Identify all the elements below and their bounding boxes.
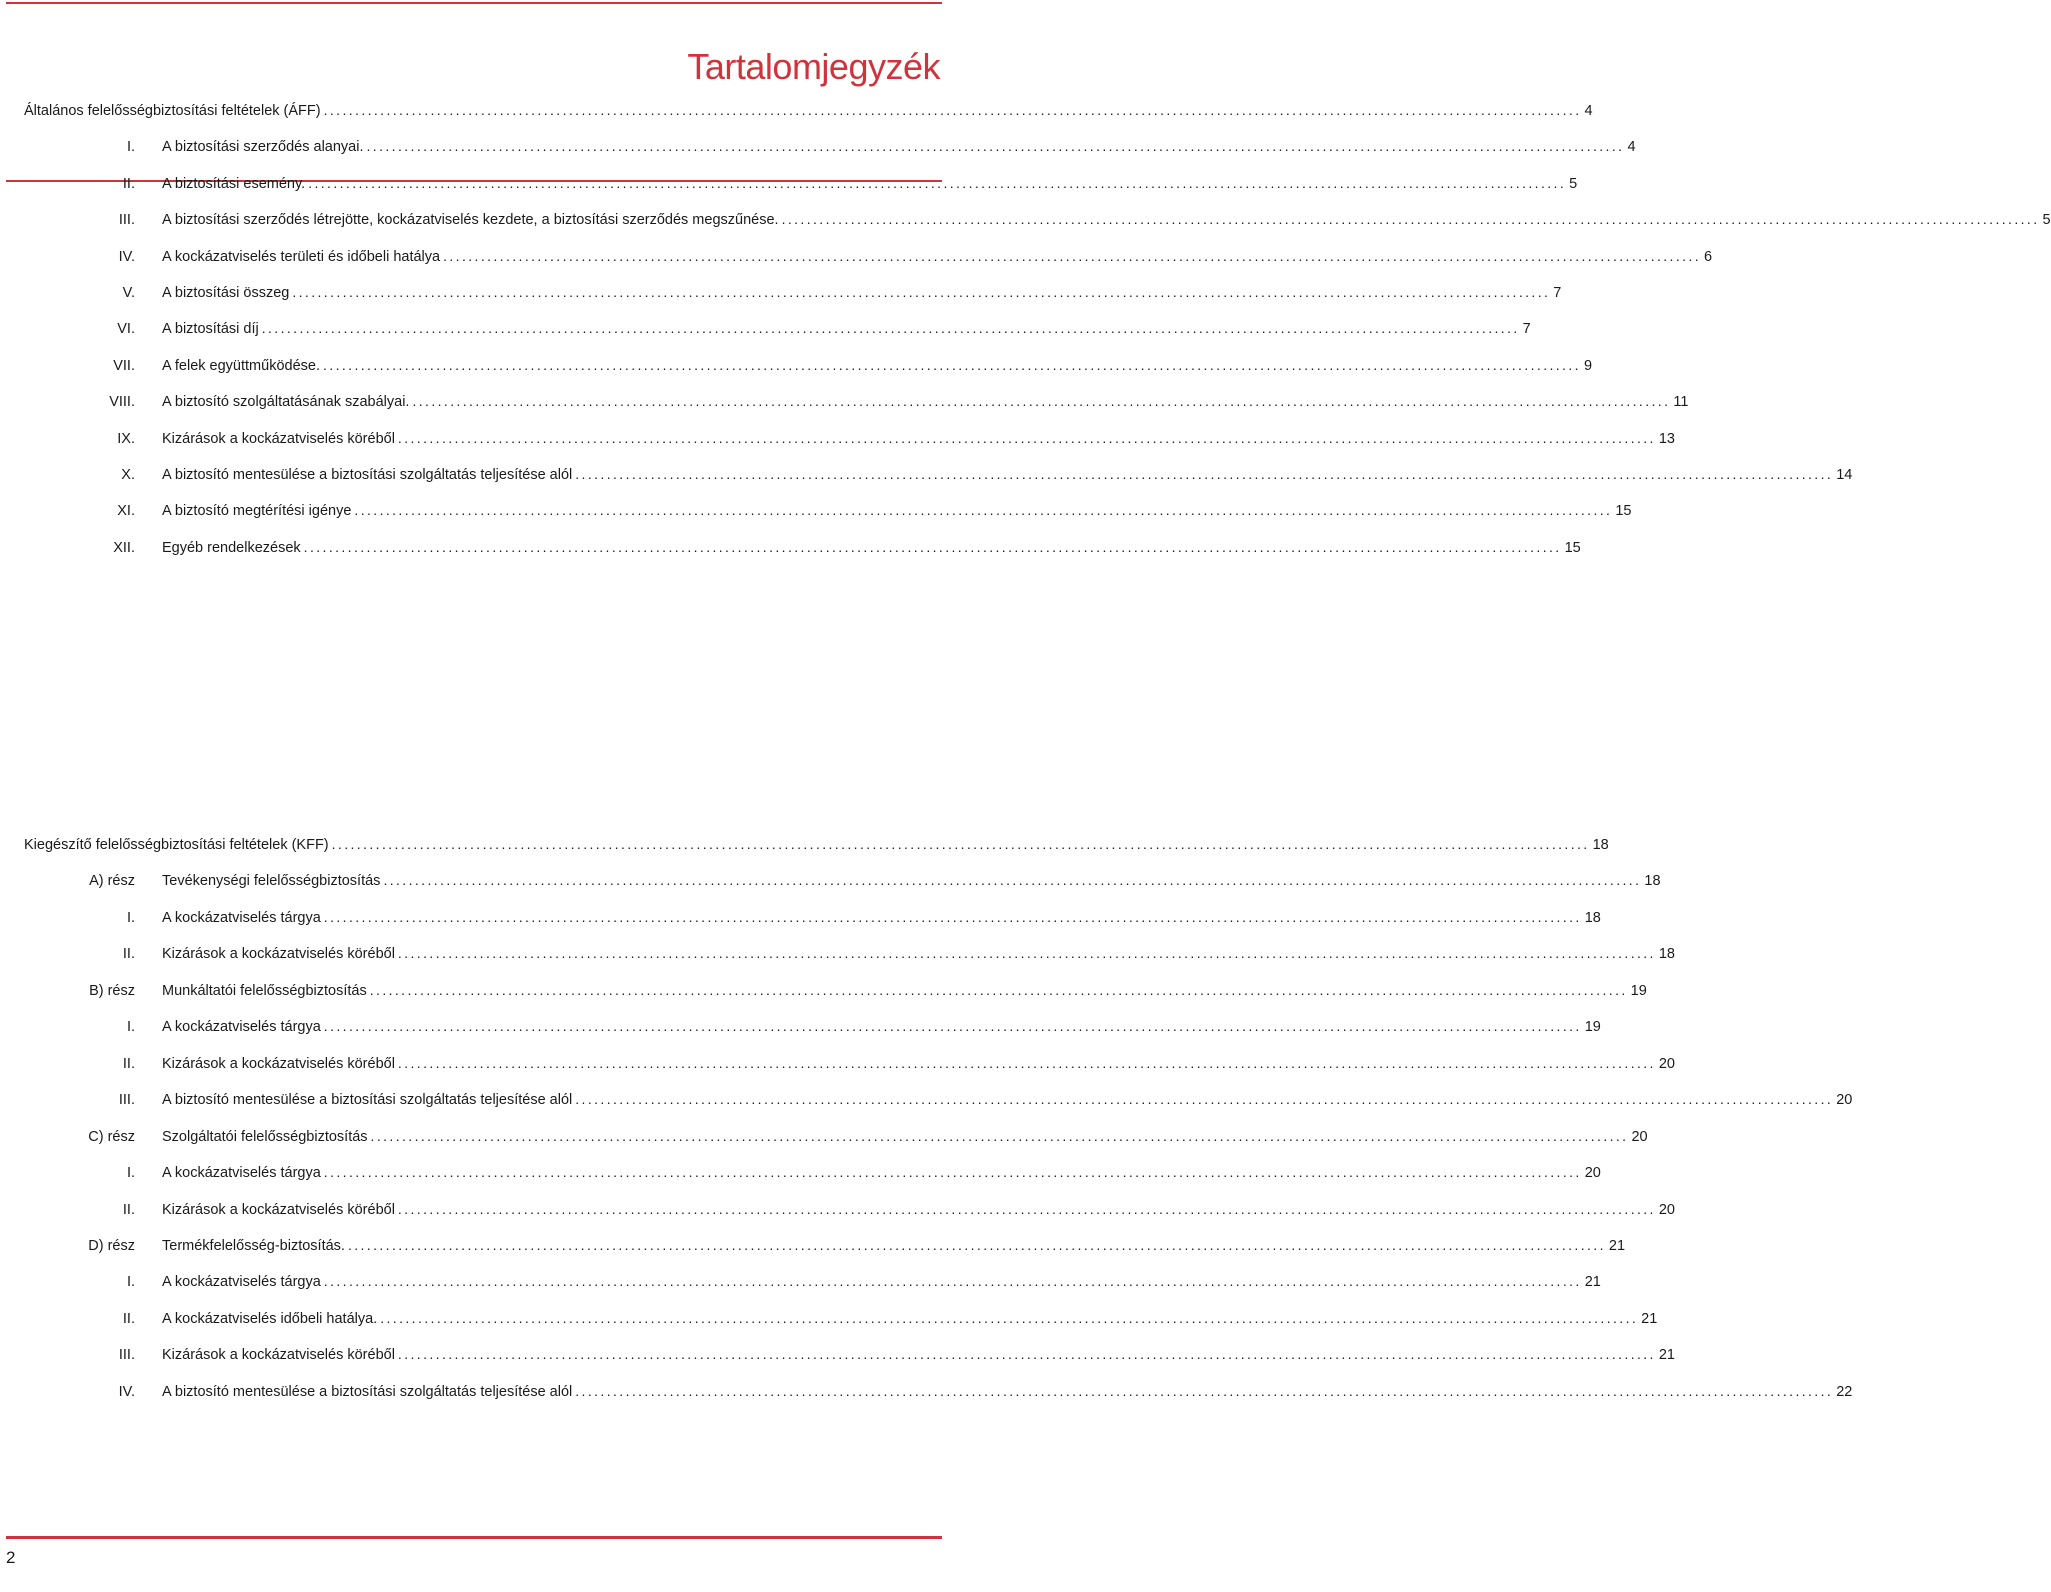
toc-entry-page: 11 [1673,394,1689,411]
toc-entry-page: 4 [1627,139,1636,156]
dot-leader: ........................................................................................................................................................................................................ [292,284,1551,300]
toc-entry[interactable] [24,1125,1648,1147]
toc-entry-number: I. [126,1274,135,1291]
toc-entry-title: A felek együttműködése. [162,357,320,374]
toc-entry-page: 9 [1583,357,1593,374]
dot-leader: ........................................................................................................................................................................................................ [397,1200,1656,1217]
toc-entry[interactable] [24,1052,1675,1074]
toc-entry-number: VI. [117,321,135,338]
toc-entry[interactable] [24,208,2051,230]
toc-entry-number: II. [122,946,135,963]
toc-entry-page: 15 [1615,503,1632,520]
toc-entry-page: 18 [1592,837,1609,853]
toc-entry-number: II. [122,1055,135,1072]
toc-entry-title: A kockázatviselés tárgya [162,1274,321,1291]
dot-leader: ........................................................................................................................................................................................................ [366,138,1625,155]
toc-entry-number: V. [122,285,135,301]
toc-entry-title: A biztosítási esemény. [162,175,306,192]
dot-leader: ........................................................................................................................................................................................................ [303,538,1562,555]
toc-entry-title: A kockázatviselés tárgya [162,909,321,926]
dot-leader: ........................................................................................................................................................................................................ [323,1018,1582,1035]
dot-leader: ........................................................................................................................................................................................................ [397,429,1656,446]
dot-leader: ........................................................................................................................................................................................................ [323,908,1582,925]
toc-entry[interactable] [24,1270,1601,1292]
toc-entry-number: X. [121,467,135,483]
toc-entry-page: 14 [1836,467,1853,483]
toc-entry[interactable] [24,390,1689,412]
toc-entry-title: A kockázatviselés időbeli hatálya. [162,1310,378,1327]
toc-entry-title: Kizárások a kockázatviselés köréből [162,1347,395,1364]
toc-entry-page: 15 [1564,539,1581,556]
toc-entry-title: Kizárások a kockázatviselés köréből [162,1201,395,1218]
toc-entry-title: A biztosító mentesülése a biztosítási szolgáltatás teljesítése alól [162,467,573,483]
toc-entry-page: 7 [1522,321,1531,338]
dot-leader: ........................................................................................................................................................................................................ [370,1127,1629,1144]
toc-entry-page: 6 [1704,248,1713,265]
toc-entry-title: Szolgáltatói felelősségbiztosítás [162,1128,368,1145]
toc-entry-title: A kockázatviselés területi és időbeli hatálya [162,248,441,265]
dot-leader: ........................................................................................................................................................................................................ [331,836,1590,852]
toc-entry-page: 5 [1569,175,1578,192]
toc-entry-title: Egyéb rendelkezések [162,539,301,556]
toc-entry[interactable] [24,135,1636,157]
toc-entry-title: Termékfelelősség-biztosítás. [162,1237,345,1254]
toc-entry[interactable] [24,317,1531,339]
toc-entry-page: 20 [1658,1201,1675,1218]
dot-leader: ........................................................................................................................................................................................................ [383,872,1642,889]
dot-leader: ........................................................................................................................................................................................................ [369,981,1628,998]
toc-entry-number: I. [126,909,135,926]
toc-entry[interactable] [24,1234,1626,1256]
dot-leader: ........................................................................................................................................................................................................ [397,1054,1656,1071]
toc-entry-page: 21 [1584,1274,1601,1291]
toc-entry-page: 4 [1584,103,1593,119]
dot-leader: ........................................................................................................................................................................................................ [397,1346,1656,1363]
toc-entry-page: 19 [1630,982,1647,999]
toc-entry[interactable] [24,99,1593,121]
toc-entry-number: D) rész [88,1237,135,1254]
toc-entry-page: 20 [1584,1165,1601,1182]
toc-entry-title: Kiegészítő felelősségbiztosítási feltételek (KFF) [24,837,329,853]
toc-entry-page: 20 [1836,1092,1853,1109]
dot-leader: ........................................................................................................................................................................................................ [323,102,1582,118]
toc-entry-title: A biztosító mentesülése a biztosítási szolgáltatás teljesítése alól [162,1383,573,1400]
toc-entry[interactable] [24,1088,1853,1110]
toc-entry-title: A kockázatviselés tárgya [162,1165,321,1182]
dot-leader: ........................................................................................................................................................................................................ [380,1309,1639,1326]
dot-leader: ........................................................................................................................................................................................................ [412,393,1671,410]
toc-entry-page: 18 [1584,909,1601,926]
toc-entry-number: XI. [117,503,135,520]
toc-entry-title: A biztosító megtérítési igénye [162,503,352,520]
toc-entry-title: Kizárások a kockázatviselés köréből [162,430,395,447]
toc-entry-title: A biztosító szolgáltatásának szabályai. [162,394,410,411]
toc-entry-page: 5 [2042,212,2051,229]
dot-leader: ........................................................................................................................................................................................................ [443,247,1702,264]
toc-entry-number: III. [118,1347,135,1364]
toc-entry-page: 21 [1608,1237,1626,1254]
toc-entry-title: Kizárások a kockázatviselés köréből [162,946,395,963]
toc-entry-number: VIII. [109,394,135,411]
toc-entry-title: Munkáltatói felelősségbiztosítás [162,982,367,999]
toc-entry-number: B) rész [89,982,135,999]
toc-entry[interactable] [24,536,1581,558]
footer-rule [6,1536,942,1539]
toc-entry-page: 20 [1658,1055,1675,1072]
toc-entry-number: C) rész [88,1128,135,1145]
toc-entry[interactable] [24,1380,1853,1402]
page-number: 2 [6,1548,16,1567]
dot-leader: ........................................................................................................................................................................................................ [575,1091,1834,1108]
toc-entry-number: III. [118,212,135,229]
toc-entry-title: A biztosítási szerződés alanyai. [162,139,364,156]
toc-entry[interactable] [24,869,1661,891]
toc-entry-number: II. [122,1310,135,1327]
toc-entry-number: II. [122,1201,135,1218]
toc-entry[interactable] [24,979,1647,1001]
dot-leader: ........................................................................................................................................................................................................ [781,211,2040,228]
toc-entry[interactable] [24,172,1578,194]
dot-leader: ........................................................................................................................................................................................................ [575,466,1834,482]
toc-entry[interactable] [24,1307,1658,1329]
toc-entry[interactable] [24,833,1609,855]
toc-entry[interactable] [24,245,1713,267]
toc-entry[interactable] [24,499,1632,521]
toc-entry[interactable] [24,906,1601,928]
dot-leader: ........................................................................................................................................................................................................ [261,320,1520,337]
toc-entry-number: III. [118,1092,135,1109]
toc-entry-number: IV. [118,248,135,265]
toc-entry-number: XII. [113,539,135,556]
toc-entry-title: A biztosító mentesülése a biztosítási szolgáltatás teljesítése alól [162,1092,573,1109]
toc-entry-number: A) rész [89,873,135,890]
toc-entry-page: 7 [1553,285,1562,301]
toc-entry[interactable] [24,1343,1675,1365]
toc-entry-number: VII. [113,357,135,374]
toc-entry[interactable] [24,1161,1601,1183]
toc-entry-page: 18 [1658,946,1675,963]
dot-leader: ........................................................................................................................................................................................................ [323,1164,1582,1181]
dot-leader: ........................................................................................................................................................................................................ [354,502,1613,519]
dot-leader: ........................................................................................................................................................................................................ [347,1236,1606,1253]
toc-entry-title: Tevékenységi felelősségbiztosítás [162,873,381,890]
toc-entry-page: 13 [1658,430,1675,447]
toc-entry-number: I. [126,1019,135,1036]
toc-entry-page: 21 [1658,1347,1675,1364]
toc-entry-number: IV. [118,1383,135,1400]
toc-entry-title: A biztosítási szerződés létrejötte, kockázatviselés kezdete, a biztosítási szerződés megszűnése. [162,212,779,229]
toc-entry-page: 18 [1644,873,1661,890]
dot-leader: ........................................................................................................................................................................................................ [397,945,1656,962]
toc-entry-page: 19 [1584,1019,1601,1036]
toc-entry-page: 20 [1631,1128,1648,1145]
toc-entry-number: IX. [117,430,135,447]
toc-entry[interactable] [24,942,1675,964]
toc-entry-title: Általános felelősségbiztosítási feltételek (ÁFF) [24,103,321,119]
toc-entry-page: 21 [1641,1310,1658,1327]
toc-entry-number: I. [126,1165,135,1182]
toc-entry[interactable] [24,281,1562,303]
toc-entry[interactable] [24,1198,1675,1220]
toc-entry-number: II. [122,175,135,192]
toc-entry[interactable] [24,427,1675,449]
page-title: Tartalomjegyzék [687,46,940,88]
toc-entry[interactable] [24,354,1593,376]
toc-entry-title: A biztosítási összeg [162,285,290,301]
dot-leader: ........................................................................................................................................................................................................ [308,174,1567,191]
toc-entry-page: 22 [1836,1383,1853,1400]
toc-entry-title: A kockázatviselés tárgya [162,1019,321,1036]
dot-leader: ........................................................................................................................................................................................................ [323,1273,1582,1290]
toc-entry-title: Kizárások a kockázatviselés köréből [162,1055,395,1072]
toc-entry-number: I. [126,139,135,156]
toc-entry[interactable] [24,1015,1601,1037]
dot-leader: ........................................................................................................................................................................................................ [575,1382,1834,1399]
dot-leader: ........................................................................................................................................................................................................ [323,356,1581,373]
toc-entry[interactable] [24,463,1853,485]
toc-entry-title: A biztosítási díj [162,321,259,338]
